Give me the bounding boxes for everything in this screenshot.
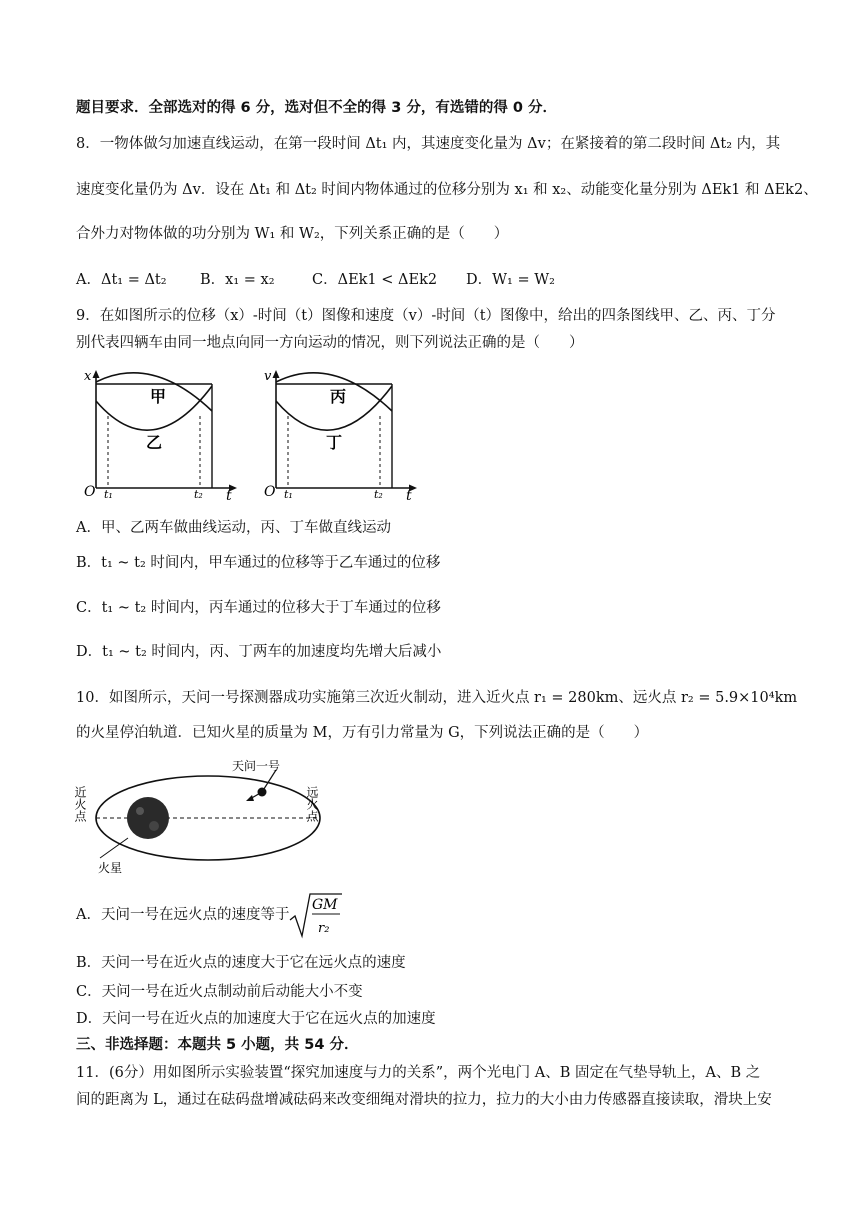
- label-ding: 丁: [326, 433, 343, 452]
- label-jia: 甲: [150, 387, 167, 406]
- q9-line1: 9．在如图所示的位移（x）-时间（t）图像和速度（v）-时间（t）图像中，给出的四条图线甲、乙、丙、丁分: [76, 308, 776, 324]
- q8-option-d: D．W₁ = W₂: [466, 272, 555, 288]
- q10-option-b: B．天问一号在近火点的速度大于它在远火点的速度: [76, 955, 406, 971]
- vt-graph: [262, 366, 422, 502]
- q9-line2: 别代表四辆车由同一地点向同一方向运动的情况，则下列说法正确的是（ ）: [76, 335, 584, 351]
- q10-option-a: [76, 905, 289, 925]
- q9-option-a: A．甲、乙两车做曲线运动，丙、丁车做直线运动: [76, 520, 391, 536]
- x-axis-label: t: [406, 488, 412, 504]
- t1-label: t₁: [284, 488, 293, 501]
- orbit-figure: [73, 756, 336, 884]
- section-3-heading: 三、非选择题：本题共 5 小题，共 54 分．: [76, 1037, 359, 1053]
- q10-option-a-text: A．天问一号在远火点的速度等于: [76, 907, 290, 923]
- q10-line1: 10．如图所示，天问一号探测器成功实施第三次近火制动，进入近火点 r₁ = 280km、远火点 r₂ = 5.9×10⁴km: [76, 690, 798, 706]
- label-bing: 丙: [330, 387, 347, 406]
- mars-label: 火星: [98, 861, 123, 875]
- origin-label: O: [84, 484, 96, 500]
- q10-option-c: C．天问一号在近火点制动前后动能大小不变: [76, 984, 363, 1000]
- q11-line2: 间的距离为 L，通过在砝码盘增减砝码来改变细绳对滑块的拉力，拉力的大小由力传感器直接读取，滑块上安: [76, 1092, 772, 1108]
- q8-line2: 速度变化量仍为 Δv．设在 Δt₁ 和 Δt₂ 时间内物体通过的位移分别为 x₁ 和 x₂、动能变化量分别为 ΔEk1 和 ΔEk2、: [76, 182, 818, 198]
- sqrt-gm-over-r2: [288, 890, 344, 940]
- far-point-label: 远火点: [305, 786, 319, 822]
- q8-option-a: A．Δt₁ = Δt₂: [76, 272, 167, 288]
- probe-label: 天问一号: [232, 759, 281, 773]
- q8-line1: 8．一物体做匀加速直线运动，在第一段时间 Δt₁ 内，其速度变化量为 Δv；在紧接着的第二段时间 Δt₂ 内，其: [76, 136, 781, 152]
- origin-label: O: [264, 484, 276, 500]
- section-instruction: 题目要求．全部选对的得 6 分，选对但不全的得 3 分，有选错的得 0 分．: [76, 100, 558, 116]
- near-point-label: 近火点: [73, 786, 87, 822]
- xt-graph: [82, 366, 242, 502]
- t2-label: t₂: [374, 488, 383, 501]
- q8-option-c: C．ΔEk1 < ΔEk2: [312, 272, 438, 288]
- label-yi: 乙: [146, 433, 163, 452]
- q8-option-b: B．x₁ = x₂: [200, 272, 275, 288]
- t1-label: t₁: [104, 488, 113, 501]
- q8-line3: 合外力对物体做的功分别为 W₁ 和 W₂，下列关系正确的是（ ）: [76, 226, 509, 242]
- q11-line1: 11．(6分）用如图所示实验装置“探究加速度与力的关系”，两个光电门 A、B 固定在气垫导轨上，A、B 之: [76, 1065, 761, 1081]
- q10-option-d: D．天问一号在近火点的加速度大于它在远火点的加速度: [76, 1011, 436, 1027]
- mars-body: [127, 797, 169, 839]
- q9-option-b: B．t₁ ~ t₂ 时间内，甲车通过的位移等于乙车通过的位移: [76, 555, 441, 571]
- numerator: GM: [312, 897, 338, 913]
- y-axis-label: x: [84, 369, 92, 384]
- t2-label: t₂: [194, 488, 203, 501]
- denominator: r₂: [318, 921, 330, 936]
- q9-option-d: D．t₁ ~ t₂ 时间内，丙、丁两车的加速度均先增大后减小: [76, 644, 442, 660]
- x-axis-label: t: [226, 488, 232, 504]
- q9-option-c: C．t₁ ~ t₂ 时间内，丙车通过的位移大于丁车通过的位移: [76, 600, 441, 616]
- q10-line2: 的火星停泊轨道．已知火星的质量为 M，万有引力常量为 G，下列说法正确的是（ ）: [76, 725, 649, 741]
- y-axis-label: v: [264, 369, 272, 384]
